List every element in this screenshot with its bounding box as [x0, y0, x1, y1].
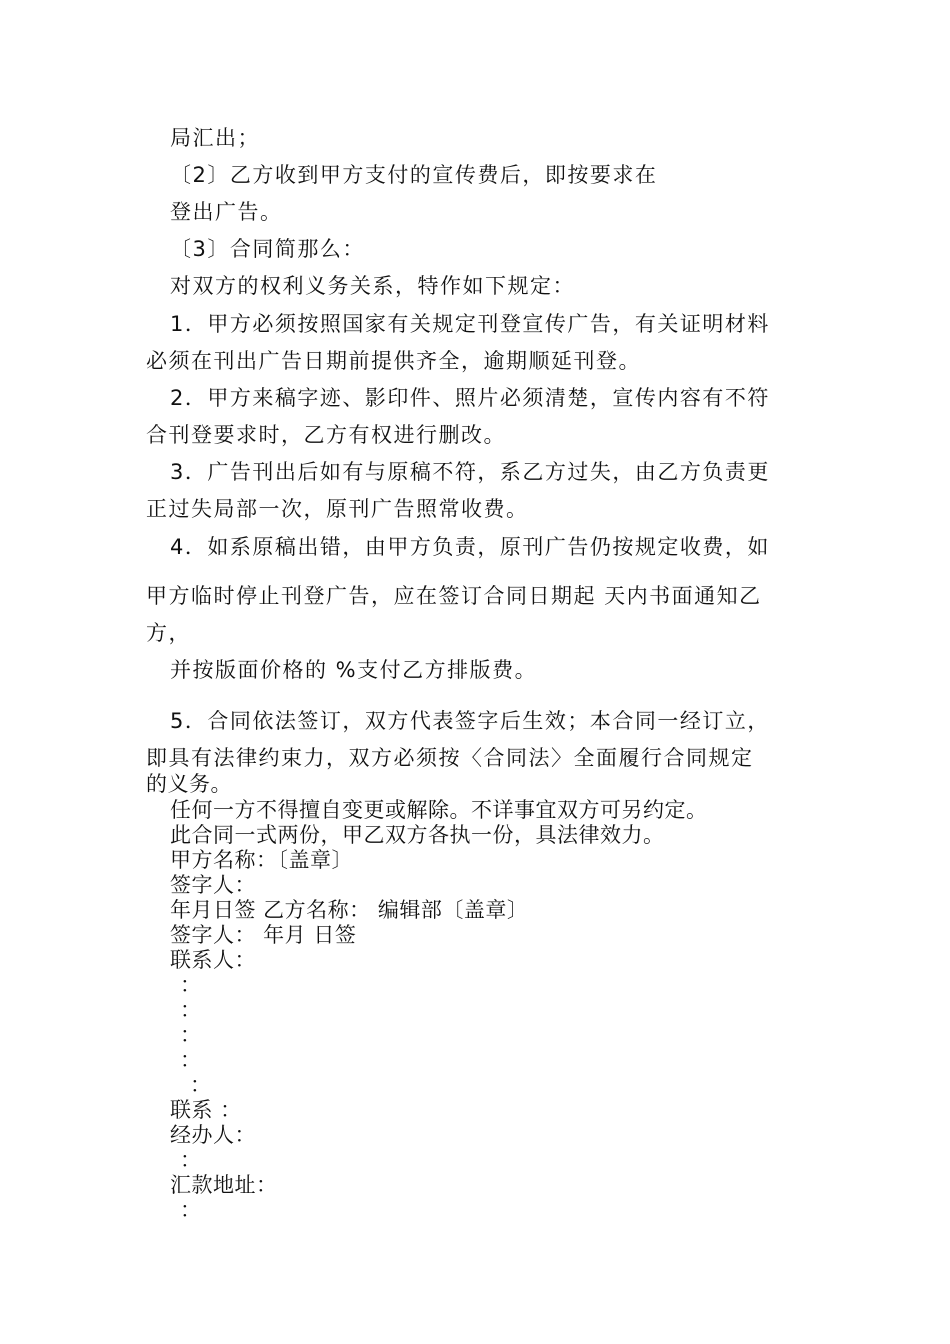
contact-line: 联系 ： [170, 1098, 242, 1122]
contact-person: 联系人： [170, 948, 256, 972]
colon-line-5: ： [190, 1073, 212, 1097]
colon-line-3: ： [180, 1023, 202, 1047]
text-line-16: 5．合同依法签订，双方代表签字后生效；本合同一经订立， [170, 709, 770, 733]
text-line-19: 任何一方不得擅自变更或解除。不详事宜双方可另约定。 [170, 798, 708, 822]
text-line-4: 〔3〕合同简那么： [170, 237, 365, 261]
colon-line-6: ： [180, 1148, 202, 1172]
text-line-8: 2．甲方来稿字迹、影印件、照片必须清楚，宣传内容有不符 [170, 386, 770, 410]
text-line-7: 必须在刊出广告日期前提供齐全，逾期顺延刊登。 [146, 349, 641, 373]
text-line-2: 〔2〕乙方收到甲方支付的宣传费后，即按要求在 [170, 163, 658, 187]
text-line-6: 1．甲方必须按照国家有关规定刊登宣传广告，有关证明材料 [170, 312, 770, 336]
party-a-signer: 签字人： [170, 873, 256, 897]
text-line-10: 3．广告刊出后如有与原稿不符，系乙方过失，由乙方负责更 [170, 460, 770, 484]
text-line-3: 登出广告。 [170, 200, 283, 224]
text-line-18: 的义务。 [146, 772, 232, 796]
text-line-12: 4．如系原稿出错，由甲方负责，原刊广告仍按规定收费，如 [170, 535, 770, 559]
text-line-1: 局汇出； [170, 126, 260, 150]
remittance-address: 汇款地址： [170, 1173, 278, 1197]
colon-line-4: ： [180, 1048, 202, 1072]
text-line-14: 方， [146, 621, 191, 645]
handler: 经办人： [170, 1123, 256, 1147]
party-b-name: 年月日签 乙方名称： 编辑部〔盖章〕 [170, 898, 529, 922]
party-b-signer: 签字人： 年月 日签 [170, 923, 357, 947]
text-line-13: 甲方临时停止刊登广告，应在签订合同日期起 天内书面通知乙 [146, 584, 762, 608]
colon-line-2: ： [180, 998, 202, 1022]
text-line-20: 此合同一式两份，甲乙双方各执一份，具法律效力。 [170, 823, 665, 847]
colon-line-1: ： [180, 973, 202, 997]
text-line-5: 对双方的权利义务关系，特作如下规定： [170, 274, 575, 298]
text-line-15: 并按版面价格的 %支付乙方排版费。 [170, 658, 538, 682]
colon-line-7: ： [180, 1198, 202, 1222]
text-line-9: 合刊登要求时，乙方有权进行删改。 [146, 423, 506, 447]
party-a-name: 甲方名称：〔盖章〕 [170, 848, 353, 872]
text-line-17: 即具有法律约束力，双方必须按〈合同法〉全面履行合同规定 [146, 746, 754, 770]
text-line-11: 正过失局部一次，原刊广告照常收费。 [146, 497, 529, 521]
